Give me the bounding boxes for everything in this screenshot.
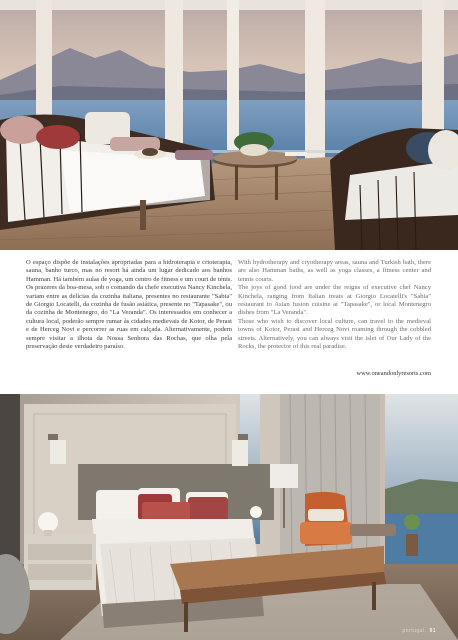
paragraph-portuguese: O espaço dispõe de instalações apropriadas para a hidroterapia e crioterapia, sauna, banho turco, mas no resort há ainda um lugar dedicado aos banhos Hamman. Há também aulas de yoga, um centro de fitness e um court de ténis. Os prazeres da boa-mesa, sob o comando da chefe executiva Nancy Kinchela, variam entre as delícias da cozinha italiana, presentes no restaurante "Sabia" de Giorgio Locatelli, da cozinha de fusão asiática, presente no "Tapasake", ou da cozinha de Montenegro, do "La Veranda". Os interessados em conhecer a cultura local, poderão sempre rumar às cidades medievais de Kotor, de Perast e de Herceg Novi e percorrer as ruas em calçada. Alternativamente, podem sempre visitar a ilhota da Nossa Senhora das Rochas, que olha pela preservação deste verdadeiro paraíso.	[26, 259, 232, 351]
bedroom-illustration	[0, 394, 458, 640]
page-footer	[402, 628, 436, 634]
website-link[interactable]: www.oneandonlyresorts.com	[356, 370, 431, 377]
article-text-portuguese	[26, 259, 232, 351]
article-text-english	[238, 259, 431, 351]
terrace-illustration	[0, 0, 458, 250]
paragraph-english-2: The joys of good food are under the reigns of executive chef Nancy Kinchela, ranging from Italian treats at Giorgio Locatelli's "Sabia" restaurant to Asian fusion cuisine at "Tapasake", or local Montenegro dishes from "La Veranda".	[238, 284, 431, 317]
page-number: 91	[429, 628, 436, 634]
magazine-name: portugal.	[402, 628, 427, 634]
paragraph-english-1: With hydrotherapy and cryotherapy areas, sauna and Turkish bath, there are also Hamman baths, as well as yoga classes, a fitness center and tennis courts.	[238, 259, 431, 283]
bed-icon	[78, 464, 274, 628]
paragraph-english-3: Those who wish to discover local culture, can travel to the medieval towns of Kotor, Perast and Herceg Novi roaming through the cobbled streets. Alternatively, you can always visit the islet of Our Lady of the Rocks, the protector of this real paradise.	[238, 317, 431, 351]
photo-bedroom-suite	[0, 394, 458, 640]
photo-terrace-lake-view	[0, 0, 458, 250]
